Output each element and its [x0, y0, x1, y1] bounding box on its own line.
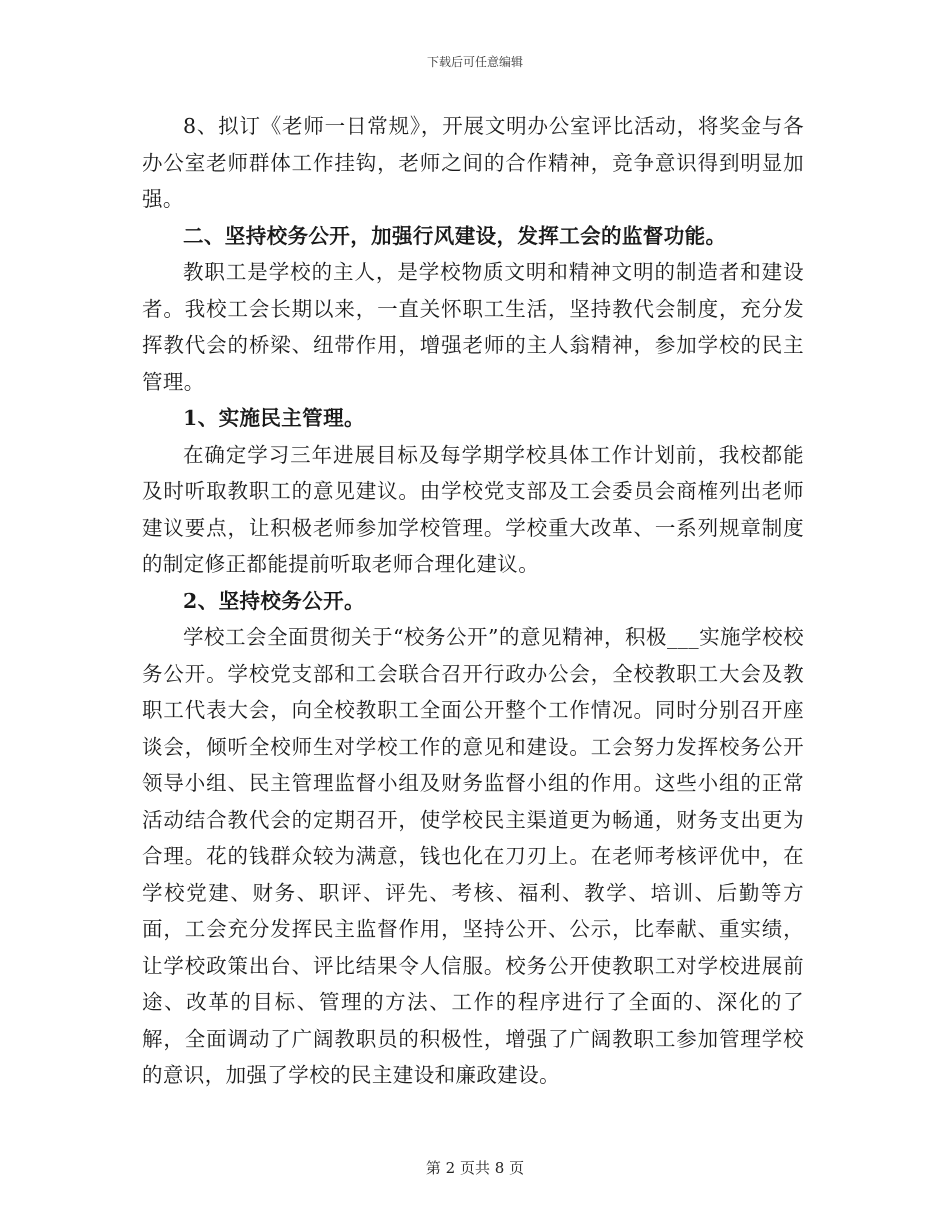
paragraph-school-affairs-disclosure: 学校工会全面贯彻关于“校务公开”的意见精神，积极___实施学校校务公开。学校党支部和工会联合召开行政办公会，全校教职工大会及教职工代表大会，向全校教职工全面公开整个工作情况。同时分别召开座谈会，倾听全校师生对学校工作的意见和建设。工会努力发挥校务公开领导小组、民主管理监督小组及财务监督小组的作用。这些小组的正常活动结合教代会的定期召开，使学校民主渠道更为畅通，财务支出更为合理。花的钱群众较为满意，钱也化在刀刃上。在老师考核评优中，在学校党建、财务、职评、评先、考核、福利、教学、培训、后勤等方面，工会充分发挥民主监督作用，坚持公开、公示，比奉献、重实绩，让学校政策出台、评比结果令人信服。校务公开使教职工对学校进展前途、改革的目标、管理的方法、工作的程序进行了全面的、深化的了解，全面调动了广阔教职员的积极性，增强了广阔教职工参加管理学校的意识，加强了学校的民主建设和廉政建设。: [142, 625, 804, 1087]
document-body: [142, 108, 804, 1094]
paragraph-democratic-management: 在确定学习三年进展目标及每学期学校具体工作计划前，我校都能及时听取教职工的意见建议。由学校党支部及工会委员会商榷列出老师建议要点，让积极老师参加学校管理。学校重大改革、一系列规章制度的制定修正都能提前听取老师合理化建议。: [142, 442, 804, 576]
page-header: 下载后可任意编辑: [426, 55, 523, 69]
subheading-school-affairs-disclosure: 2、坚持校务公开。: [183, 588, 365, 613]
page-number: 第 2 页共 8 页: [425, 1159, 525, 1177]
paragraph-item-8: 8、拟订《老师一日常规》，开展文明办公室评比活动，将奖金与各办公室老师群体工作挂钩，老师之间的合作精神，竞争意识得到明显加强。: [142, 114, 804, 211]
section-heading-2: 二、坚持校务公开，加强行风建设，发挥工会的监督功能。: [183, 223, 727, 248]
paragraph-section-2-intro: 教职工是学校的主人，是学校物质文明和精神文明的制造者和建设者。我校工会长期以来，一直关怀职工生活，坚持教代会制度，充分发挥教代会的桥梁、纽带作用，增强老师的主人翁精神，参加学校的民主管理。: [142, 260, 804, 394]
subheading-democratic-management: 1、实施民主管理。: [183, 406, 365, 430]
